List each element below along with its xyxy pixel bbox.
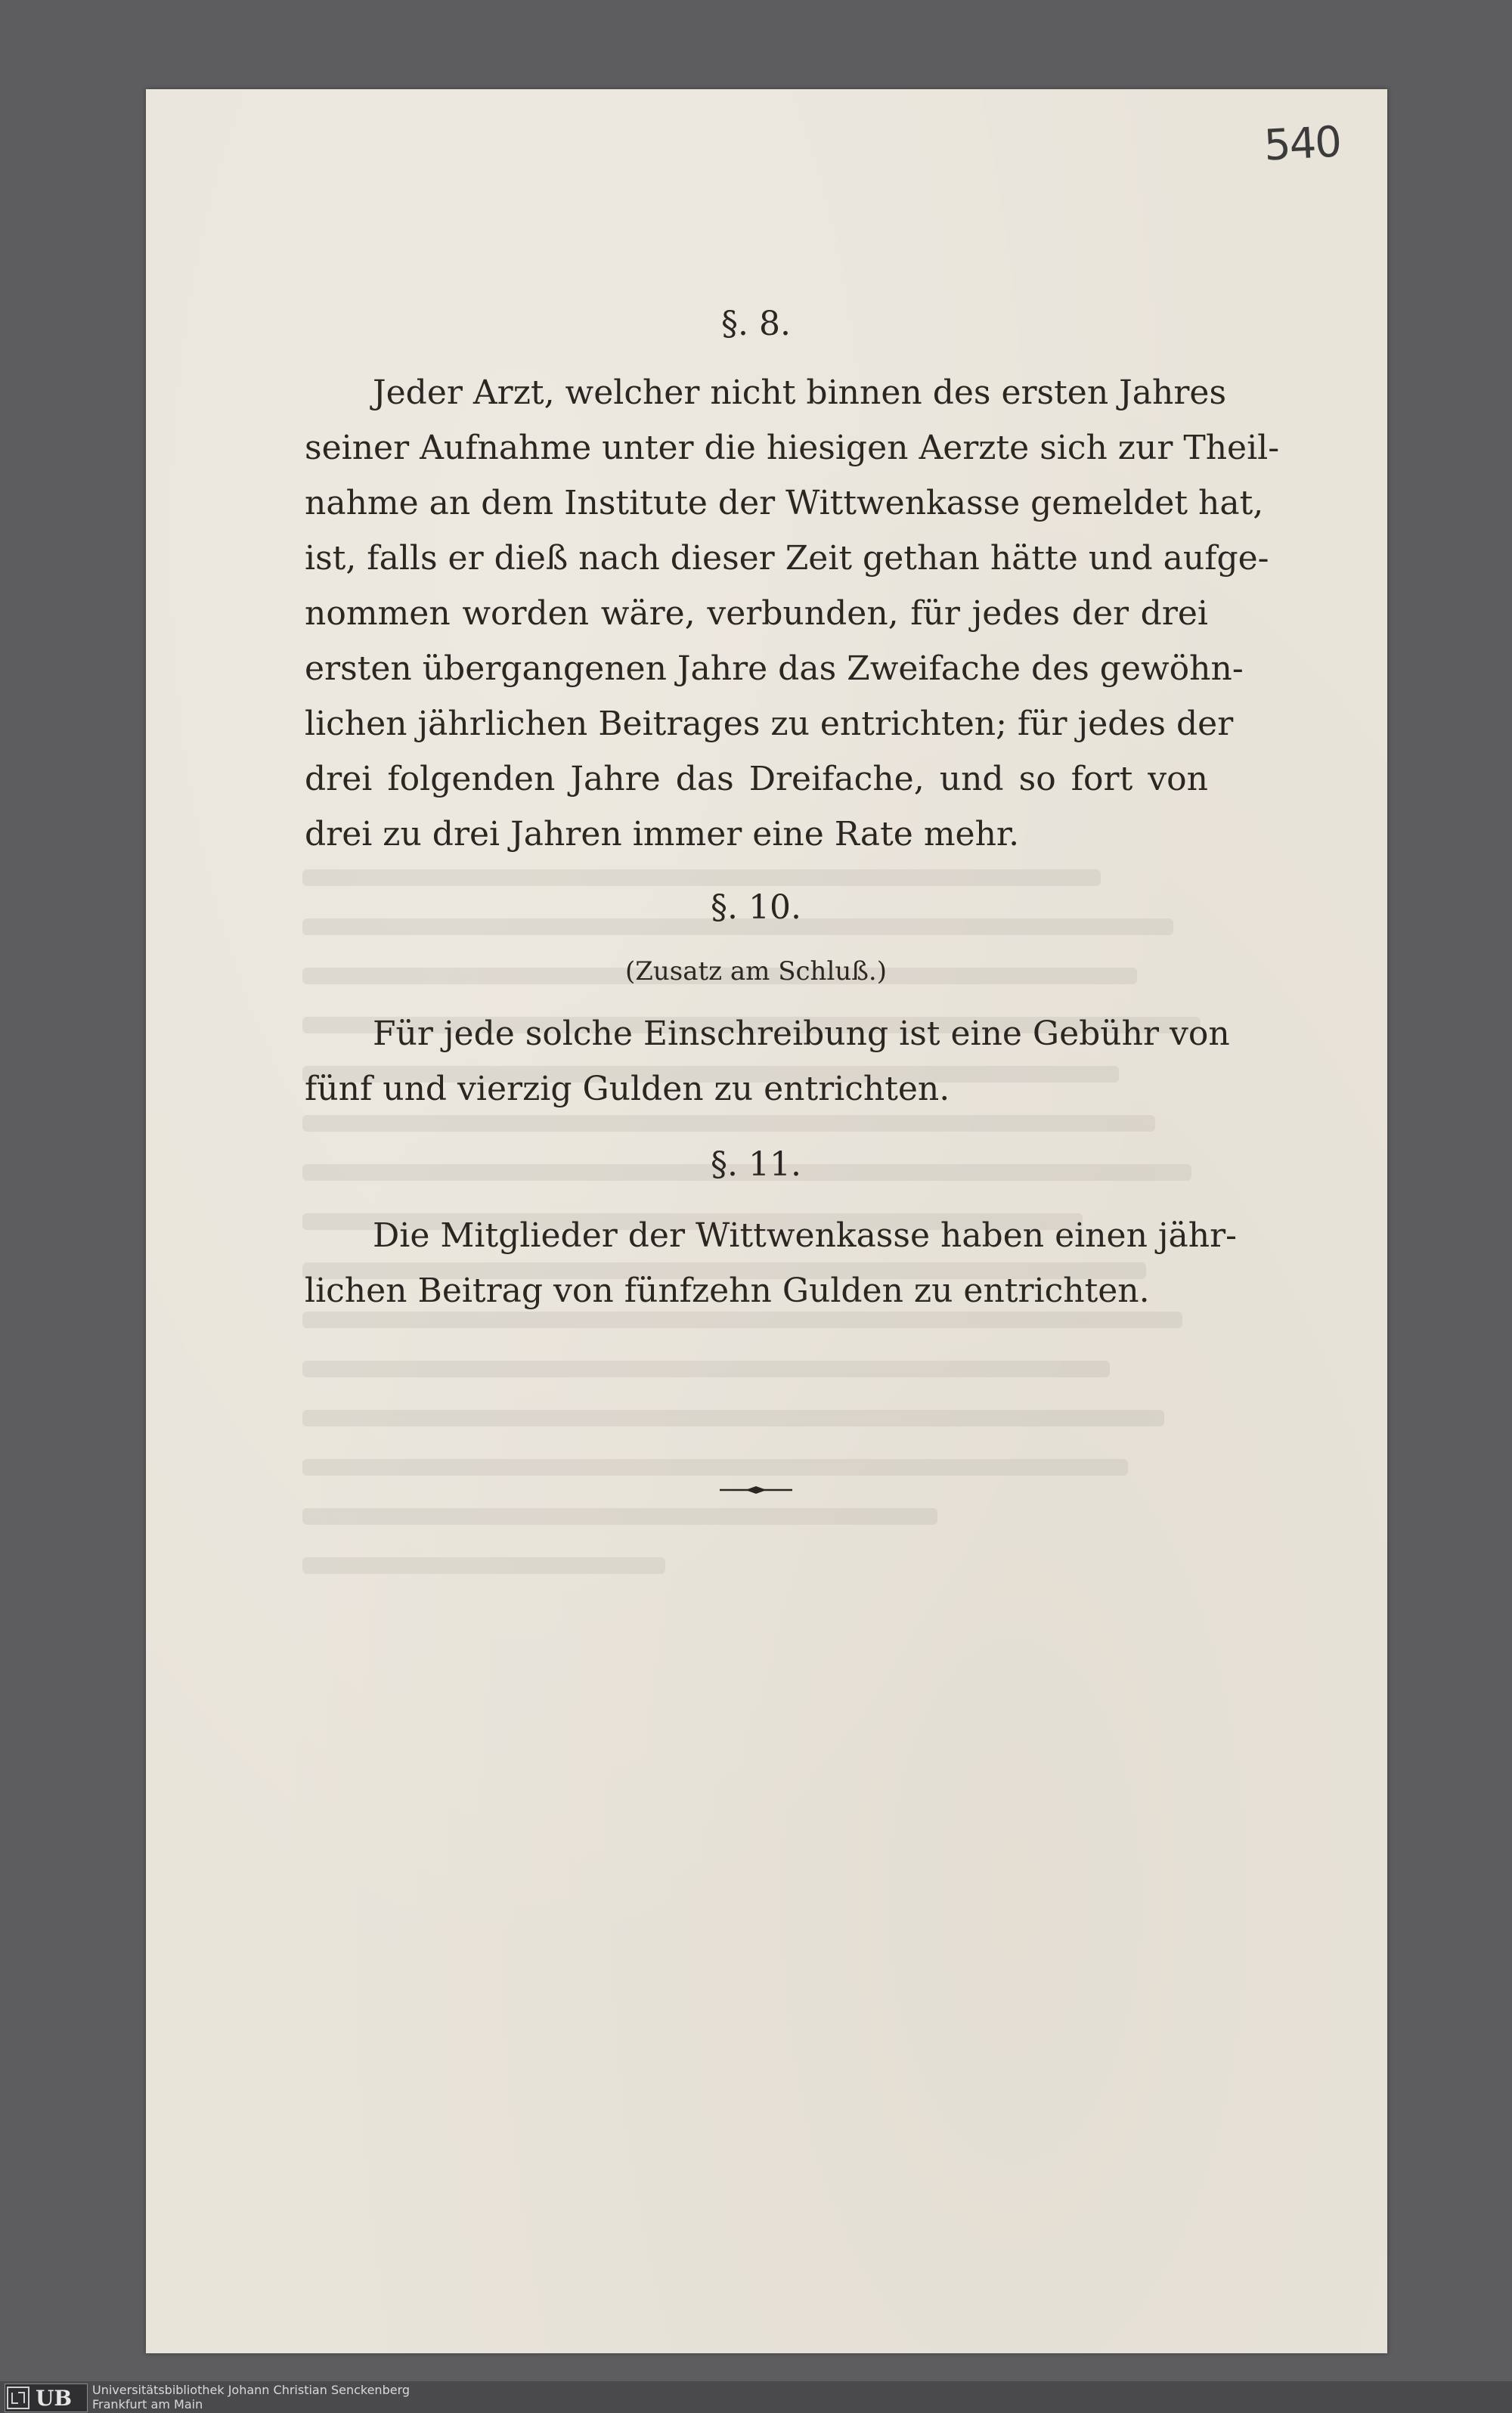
library-credit bbox=[92, 2383, 410, 2411]
section-heading-10: §. 10. bbox=[711, 888, 801, 927]
section-heading-11: §. 11. bbox=[711, 1145, 801, 1184]
library-logo-text: UB bbox=[36, 2385, 73, 2411]
library-logo bbox=[5, 2384, 88, 2412]
text-line: lichen jährlichen Beitrages zu entrichten; für jedes der bbox=[305, 705, 1234, 743]
section-heading-8: §. 8. bbox=[721, 305, 791, 343]
section-note: (Zusatz am Schluß.) bbox=[625, 956, 887, 987]
text-line: drei folgenden Jahre das Dreifache, und so fort von bbox=[305, 760, 1208, 798]
library-name: Universitätsbibliothek Johann Christian Senckenberg bbox=[92, 2383, 411, 2397]
text-line: Die Mitglieder der Wittwenkasse haben einen jähr- bbox=[373, 1216, 1238, 1255]
text-line: ist, falls er dieß nach dieser Zeit gethan hätte und aufge- bbox=[305, 539, 1269, 578]
text-line: seiner Aufnahme unter die hiesigen Aerzte sich zur Theil- bbox=[305, 429, 1280, 467]
page-number: 540 bbox=[1263, 117, 1342, 171]
text-line: fünf und vierzig Gulden zu entrichten. bbox=[305, 1070, 950, 1108]
text-line: ersten übergangenen Jahre das Zweifache des gewöhn- bbox=[305, 649, 1244, 688]
text-line: drei zu drei Jahren immer eine Rate mehr. bbox=[305, 815, 1020, 853]
text-line: lichen Beitrag von fünfzehn Gulden zu entrichten. bbox=[305, 1272, 1150, 1310]
text-line: Jeder Arzt, welcher nicht binnen des ersten Jahres bbox=[373, 373, 1227, 412]
text-line: nahme an dem Institute der Wittwenkasse gemeldet hat, bbox=[305, 484, 1264, 522]
text-line: Für jede solche Einschreibung ist eine Gebühr von bbox=[373, 1014, 1230, 1053]
library-emblem-icon bbox=[5, 2385, 31, 2411]
text-line: nommen worden wäre, verbunden, für jedes der drei bbox=[305, 594, 1208, 633]
library-location: Frankfurt am Main bbox=[92, 2397, 203, 2411]
ornament-divider-icon bbox=[718, 1484, 794, 1496]
